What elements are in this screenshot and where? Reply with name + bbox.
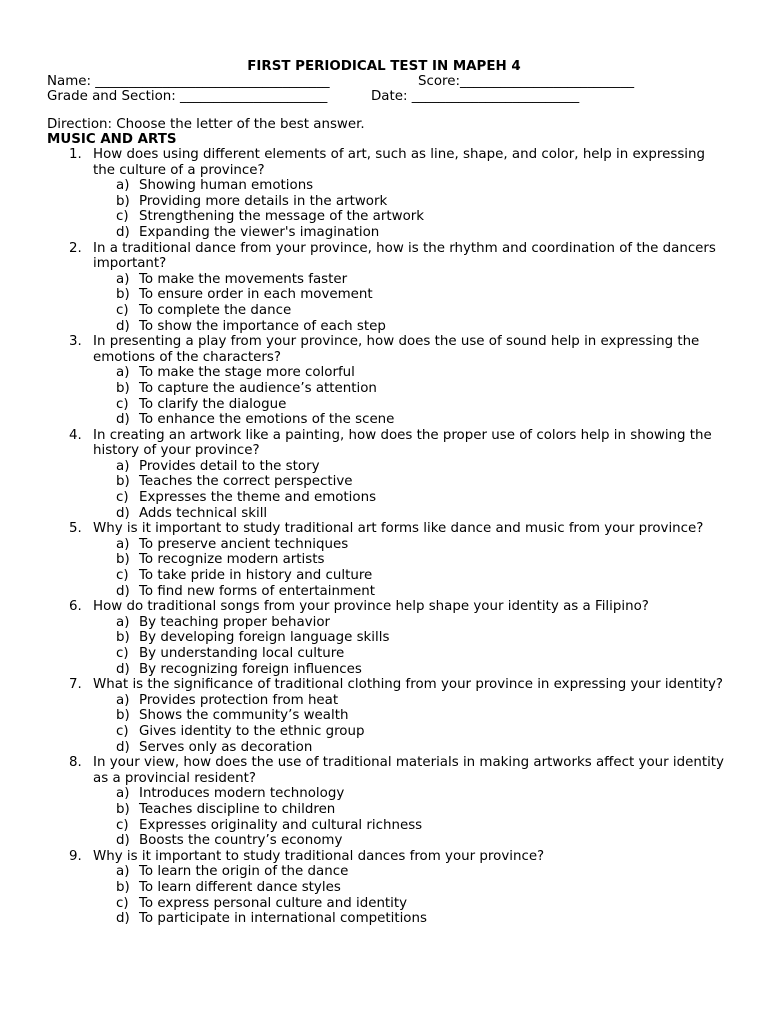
choice-list xyxy=(93,178,728,240)
grade-section-field: Grade and Section: ______________________ xyxy=(47,89,328,104)
question-item xyxy=(0,334,768,428)
choice-text: By recognizing foreign influences xyxy=(139,661,362,677)
answer-choice xyxy=(93,303,728,319)
choice-text: To capture the audience’s attention xyxy=(139,380,377,396)
question-item xyxy=(0,755,768,849)
choice-letter: d) xyxy=(116,224,130,240)
choice-letter: c) xyxy=(116,646,129,661)
choice-letter: b) xyxy=(116,287,130,303)
choice-letter: c) xyxy=(116,723,129,739)
choice-letter: a) xyxy=(116,614,130,630)
answer-choice xyxy=(93,412,728,428)
choice-text: To show the importance of each step xyxy=(139,318,386,334)
choice-letter: c) xyxy=(116,302,129,318)
answer-choice xyxy=(93,459,728,475)
answer-choice xyxy=(93,740,728,756)
choice-text: Strengthening the message of the artwork xyxy=(139,209,425,225)
section-title: MUSIC AND ARTS xyxy=(47,132,177,147)
choice-list xyxy=(93,786,728,848)
answer-choice xyxy=(93,662,728,678)
choice-text: Gives identity to the ethnic group xyxy=(139,723,365,739)
choice-list xyxy=(93,537,728,599)
question-text: What is the significance of traditional clothing from your province in expressing your identity? xyxy=(93,677,724,693)
question-number: 8. xyxy=(69,755,82,771)
answer-choice xyxy=(93,319,728,335)
choice-text: Expresses originality and cultural richness xyxy=(139,817,423,833)
question-number: 5. xyxy=(69,521,82,537)
choice-text: To participate in international competitions xyxy=(139,911,427,927)
choice-letter: c) xyxy=(116,209,129,225)
choice-text: By developing foreign language skills xyxy=(139,630,390,646)
answer-choice xyxy=(93,272,728,288)
choice-letter: b) xyxy=(116,193,130,209)
question-item xyxy=(0,521,768,599)
choice-letter: b) xyxy=(116,801,130,817)
choice-text: By teaching proper behavior xyxy=(139,614,331,630)
choice-letter: b) xyxy=(116,708,130,724)
choice-text: Teaches the correct perspective xyxy=(139,474,353,490)
choice-letter: a) xyxy=(116,692,130,708)
choice-letter: c) xyxy=(116,568,129,584)
choice-text: To complete the dance xyxy=(139,302,292,318)
question-item xyxy=(0,849,768,927)
choice-text: To learn different dance styles xyxy=(139,879,341,895)
choice-text: Provides protection from heat xyxy=(139,692,339,708)
date-field: Date: _________________________ xyxy=(371,89,580,104)
answer-choice xyxy=(93,365,728,381)
answer-choice xyxy=(93,584,728,600)
directions: Direction: Choose the letter of the best answer. xyxy=(47,117,365,132)
choice-text: To recognize modern artists xyxy=(139,552,325,568)
question-text: Why is it important to study traditional art forms like dance and music from your province? xyxy=(93,521,704,537)
answer-choice xyxy=(93,552,728,568)
question-item xyxy=(0,147,768,241)
choice-text: By understanding local culture xyxy=(139,646,345,661)
choice-list xyxy=(93,459,728,521)
choice-letter: a) xyxy=(116,178,130,194)
choice-letter: a) xyxy=(116,458,130,474)
choice-text: Shows the community’s wealth xyxy=(139,708,349,724)
choice-list xyxy=(93,365,728,427)
question-text: How do traditional songs from your province help shape your identity as a Filipino? xyxy=(93,599,649,615)
question-number: 4. xyxy=(69,427,82,443)
answer-choice xyxy=(93,537,728,553)
question-number: 9. xyxy=(69,848,82,864)
choice-text: Providing more details in the artwork xyxy=(139,193,388,209)
answer-choice xyxy=(93,194,728,210)
choice-letter: b) xyxy=(116,879,130,895)
question-list xyxy=(0,147,768,927)
choice-text: To express personal culture and identity xyxy=(139,895,408,911)
choice-letter: d) xyxy=(116,583,130,599)
answer-choice xyxy=(93,833,728,849)
question-text: In presenting a play from your province, how does the use of sound help in expressing the emotions of the characters? xyxy=(93,334,700,365)
answer-choice xyxy=(93,818,728,834)
question-item xyxy=(0,428,768,522)
answer-choice xyxy=(93,864,728,880)
choice-text: To take pride in history and culture xyxy=(139,568,373,584)
page-title: FIRST PERIODICAL TEST IN MAPEH 4 xyxy=(247,59,521,74)
choice-letter: a) xyxy=(116,536,130,552)
answer-choice xyxy=(93,490,728,506)
choice-text: To preserve ancient techniques xyxy=(139,536,349,552)
answer-choice xyxy=(93,178,728,194)
answer-choice xyxy=(93,880,728,896)
choice-letter: a) xyxy=(116,864,130,880)
answer-choice xyxy=(93,911,728,927)
answer-choice xyxy=(93,506,728,522)
choice-list xyxy=(93,693,728,755)
answer-choice xyxy=(93,615,728,631)
question-number: 2. xyxy=(69,240,82,256)
choice-text: To learn the origin of the dance xyxy=(139,864,349,880)
answer-choice xyxy=(93,693,728,709)
choice-letter: d) xyxy=(116,661,130,677)
choice-letter: c) xyxy=(116,817,129,833)
choice-text: To find new forms of entertainment xyxy=(139,583,375,599)
question-number: 7. xyxy=(69,677,82,693)
choice-letter: c) xyxy=(116,396,129,412)
answer-choice xyxy=(93,786,728,802)
choice-letter: d) xyxy=(116,911,130,927)
answer-choice xyxy=(93,802,728,818)
choice-text: Boosts the country’s economy xyxy=(139,833,343,849)
choice-letter: b) xyxy=(116,474,130,490)
answer-choice xyxy=(93,474,728,490)
choice-text: To enhance the emotions of the scene xyxy=(139,412,395,428)
choice-text: To clarify the dialogue xyxy=(139,396,287,412)
choice-list xyxy=(93,615,728,677)
answer-choice xyxy=(93,381,728,397)
choice-letter: d) xyxy=(116,318,130,334)
choice-letter: b) xyxy=(116,380,130,396)
choice-list xyxy=(93,864,728,926)
question-text: How does using different elements of art, such as line, shape, and color, help in expressing the culture of a province? xyxy=(93,147,706,178)
choice-text: Expresses the theme and emotions xyxy=(139,490,377,506)
choice-letter: b) xyxy=(116,552,130,568)
choice-text: Expanding the viewer's imagination xyxy=(139,224,380,240)
choice-letter: c) xyxy=(116,490,129,506)
answer-choice xyxy=(93,708,728,724)
choice-letter: d) xyxy=(116,739,130,755)
question-text: In a traditional dance from your province, how is the rhythm and coordination of the dancers important? xyxy=(93,240,716,272)
question-item xyxy=(0,677,768,755)
question-text: In creating an artwork like a painting, how does the proper use of colors help in showing the history of your province? xyxy=(93,427,712,459)
choice-text: Provides detail to the story xyxy=(139,458,320,474)
choice-letter: c) xyxy=(116,895,129,911)
choice-text: To make the movements faster xyxy=(139,271,348,287)
choice-text: Showing human emotions xyxy=(139,178,314,194)
choice-letter: b) xyxy=(116,630,130,646)
choice-letter: d) xyxy=(116,412,130,428)
answer-choice xyxy=(93,630,728,646)
choice-letter: a) xyxy=(116,786,130,802)
question-number: 6. xyxy=(69,599,82,615)
choice-text: Introduces modern technology xyxy=(139,786,345,802)
choice-letter: a) xyxy=(116,271,130,287)
choice-letter: a) xyxy=(116,365,130,381)
answer-choice xyxy=(93,225,728,241)
answer-choice xyxy=(93,397,728,413)
choice-letter: d) xyxy=(116,833,130,849)
choice-letter: d) xyxy=(116,505,130,521)
answer-choice xyxy=(93,287,728,303)
question-item xyxy=(0,241,768,335)
choice-text: To ensure order in each movement xyxy=(139,287,373,303)
answer-choice xyxy=(93,896,728,912)
answer-choice xyxy=(93,209,728,225)
question-number: 1. xyxy=(69,147,82,162)
choice-text: Serves only as decoration xyxy=(139,739,313,755)
choice-text: To make the stage more colorful xyxy=(139,365,355,381)
answer-choice xyxy=(93,724,728,740)
answer-choice xyxy=(93,568,728,584)
question-text: Why is it important to study traditional dances from your province? xyxy=(93,848,545,864)
question-number: 3. xyxy=(69,334,82,350)
score-field: Score:__________________________ xyxy=(418,74,635,89)
question-text: In your view, how does the use of traditional materials in making artworks affect your identity as a provincial resident? xyxy=(93,755,724,786)
choice-text: Adds technical skill xyxy=(139,505,268,521)
name-field: Name: ___________________________________ xyxy=(47,74,330,89)
question-item xyxy=(0,599,768,677)
answer-choice xyxy=(93,646,728,662)
choice-text: Teaches discipline to children xyxy=(139,801,336,817)
choice-list xyxy=(93,272,728,334)
